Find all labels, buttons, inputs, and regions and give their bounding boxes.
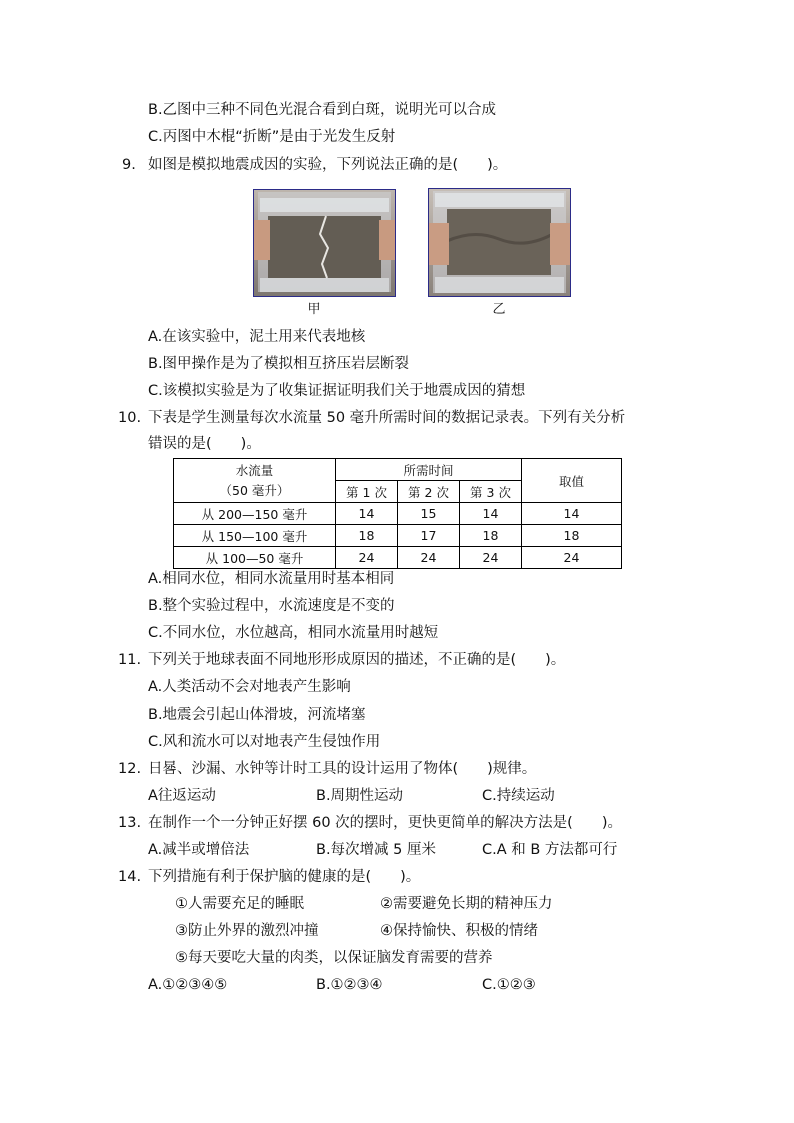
- header-trial-3: 第 3 次: [460, 481, 522, 503]
- cell-value: 24: [522, 547, 622, 569]
- q9-option-c: C.该模拟实验是为了收集证据证明我们关于地震成因的猜想: [148, 383, 526, 399]
- header-flow-line2: （50 毫升）: [219, 482, 290, 498]
- photo-jia-image: [254, 190, 395, 296]
- cell-t1: 14: [336, 503, 398, 525]
- q9-option-a: A.在该实验中，泥土用来代表地核: [148, 329, 366, 345]
- photo-experiment-yi: [428, 188, 571, 297]
- caption-jia: 甲: [307, 302, 321, 317]
- q14-option-c: C.①②③: [482, 977, 536, 993]
- q12-option-c: C.持续运动: [482, 788, 555, 804]
- cell-t2: 24: [398, 547, 460, 569]
- cell-t3: 14: [460, 503, 522, 525]
- cell-t1: 24: [336, 547, 398, 569]
- q14-stem: 下列措施有利于保护脑的健康的是( )。: [148, 869, 421, 885]
- q10-option-a: A.相同水位，相同水流量用时基本相同: [148, 571, 395, 587]
- q10-stem-line2: 错误的是( )。: [148, 436, 261, 452]
- q14-option-a: A.①②③④⑤: [148, 977, 228, 993]
- cell-t2: 17: [398, 525, 460, 547]
- q14-option-b: B.①②③④: [316, 977, 383, 993]
- q14-number: 14.: [118, 869, 142, 885]
- q13-option-c: C.A 和 B 方法都可行: [482, 842, 618, 858]
- q11-option-a: A.人类活动不会对地表产生影响: [148, 679, 351, 695]
- header-time: 所需时间: [336, 459, 522, 481]
- q9-number: 9.: [122, 157, 136, 173]
- q10-stem-line1: 下表是学生测量每次水流量 50 毫升所需时间的数据记录表。下列有关分析: [148, 410, 626, 426]
- q12-number: 12.: [118, 761, 142, 777]
- q11-stem: 下列关于地球表面不同地形形成原因的描述，不正确的是( )。: [148, 652, 566, 668]
- q8-option-c: C.丙图中木棍“折断”是由于光发生反射: [148, 129, 396, 145]
- cell-t2: 15: [398, 503, 460, 525]
- q12-option-a: A往返运动: [148, 788, 216, 804]
- photo-yi-image: [429, 189, 570, 296]
- q14-item-1: ①人需要充足的睡眠: [175, 896, 304, 912]
- header-value: 取值: [522, 459, 622, 503]
- header-trial-1: 第 1 次: [336, 481, 398, 503]
- cell-t1: 18: [336, 525, 398, 547]
- q10-option-b: B.整个实验过程中，水流速度是不变的: [148, 598, 395, 614]
- q13-stem: 在制作一个一分钟正好摆 60 次的摆时，更快更简单的解决方法是( )。: [148, 815, 622, 831]
- q12-stem: 日晷、沙漏、水钟等计时工具的设计运用了物体( )规律。: [148, 761, 537, 777]
- q8-option-b: B.乙图中三种不同色光混合看到白斑，说明光可以合成: [148, 102, 497, 118]
- table-row: [174, 547, 622, 569]
- q14-item-5: ⑤每天要吃大量的肉类，以保证脑发育需要的营养: [175, 950, 493, 966]
- photo-experiment-jia: [253, 189, 396, 297]
- row-label: 从 200—150 毫升: [174, 503, 336, 525]
- row-label: 从 100—50 毫升: [174, 547, 336, 569]
- q13-option-b: B.每次增减 5 厘米: [316, 842, 436, 858]
- cell-value: 18: [522, 525, 622, 547]
- q13-number: 13.: [118, 815, 142, 831]
- header-flow-line1: 水流量: [235, 462, 274, 478]
- water-flow-table: [173, 458, 622, 569]
- q9-stem: 如图是模拟地震成因的实验，下列说法正确的是( )。: [148, 157, 508, 173]
- table-row: [174, 525, 622, 547]
- row-label: 从 150—100 毫升: [174, 525, 336, 547]
- caption-yi: 乙: [492, 302, 506, 317]
- q10-number: 10.: [118, 410, 142, 426]
- cell-t3: 18: [460, 525, 522, 547]
- table-row: [174, 503, 622, 525]
- q9-option-b: B.图甲操作是为了模拟相互挤压岩层断裂: [148, 356, 410, 372]
- q12-option-b: B.周期性运动: [316, 788, 404, 804]
- q11-number: 11.: [118, 652, 142, 668]
- q10-option-c: C.不同水位，水位越高，相同水流量用时越短: [148, 625, 439, 641]
- cell-t3: 24: [460, 547, 522, 569]
- header-flow: [174, 459, 336, 503]
- cell-value: 14: [522, 503, 622, 525]
- q11-option-b: B.地震会引起山体滑坡，河流堵塞: [148, 707, 366, 723]
- q14-item-2: ②需要避免长期的精神压力: [380, 896, 553, 912]
- header-trial-2: 第 2 次: [398, 481, 460, 503]
- q11-option-c: C.风和流水可以对地表产生侵蚀作用: [148, 734, 381, 750]
- q14-item-4: ④保持愉快、积极的情绪: [380, 923, 538, 939]
- q13-option-a: A.减半或增倍法: [148, 842, 250, 858]
- q14-item-3: ③防止外界的激烈冲撞: [175, 923, 319, 939]
